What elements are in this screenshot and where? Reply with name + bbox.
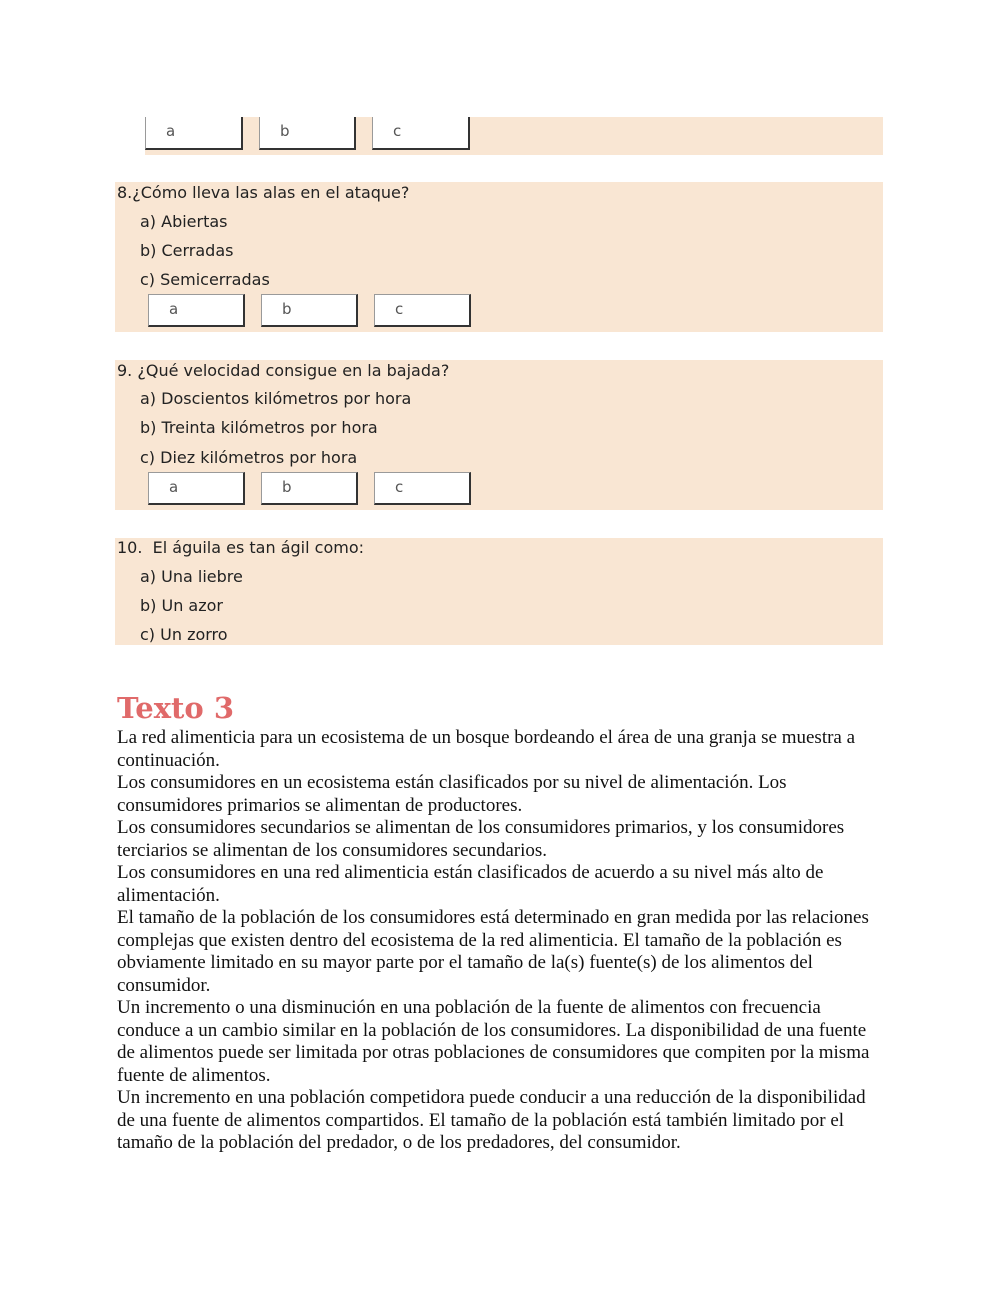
q8-option-a: a) Abiertas	[140, 212, 228, 231]
q8-answer-b[interactable]: b	[261, 294, 358, 327]
q9-answer-a[interactable]: a	[148, 472, 245, 505]
q7-answer-c[interactable]: c	[372, 117, 470, 150]
paragraph: Los consumidores en una red alimenticia están clasificados de acuerdo a su nivel más alto de alimentación.	[117, 862, 824, 906]
q8-option-c: c) Semicerradas	[140, 270, 270, 289]
q10-option-c: c) Un zorro	[140, 625, 228, 644]
q9-option-a: a) Doscientos kilómetros por hora	[140, 389, 412, 408]
question-9-text: 9. ¿Qué velocidad consigue en la bajada?	[117, 361, 450, 380]
question-7-panel	[145, 117, 883, 155]
q10-option-b: b) Un azor	[140, 596, 223, 615]
paragraph: El tamaño de la población de los consumidores está determinado en gran medida por las relaciones complejas que existen dentro del ecosistema de la red alimenticia. El tamaño de la población es obviamente limitado en su mayor parte por el tamaño de la(s) fuente(s) de los alimentos del consumidor.	[117, 907, 869, 996]
q7-answer-a[interactable]: a	[145, 117, 243, 150]
q7-answer-b[interactable]: b	[259, 117, 356, 150]
question-8-text: 8.¿Cómo lleva las alas en el ataque?	[117, 183, 410, 202]
q9-option-c: c) Diez kilómetros por hora	[140, 448, 358, 467]
q9-option-b: b) Treinta kilómetros por hora	[140, 418, 378, 437]
paragraph: Un incremento en una población competidora puede conducir a una reducción de la disponibilidad de una fuente de alimentos compartidos. El tamaño de la población está también limitado por el tamaño de la población del predador, o de los predadores, del consumidor.	[117, 1087, 866, 1153]
question-10-text: 10. El águila es tan ágil como:	[117, 538, 364, 557]
section-title: Texto 3	[117, 691, 235, 725]
q9-answer-c[interactable]: c	[374, 472, 471, 505]
q8-answer-c[interactable]: c	[374, 294, 471, 327]
paragraph: Un incremento o una disminución en una población de la fuente de alimentos con frecuencia conduce a un cambio similar en la población de los consumidores. La disponibilidad de una fuente de alimentos puede ser limitada por otras poblaciones de consumidores que compiten por la misma fuente de alimentos.	[117, 997, 870, 1086]
paragraph: La red alimenticia para un ecosistema de un bosque bordeando el área de una granja se muestra a continuación.	[117, 727, 856, 771]
q9-answer-b[interactable]: b	[261, 472, 358, 505]
q8-option-b: b) Cerradas	[140, 241, 234, 260]
paragraph: Los consumidores en un ecosistema están clasificados por su nivel de alimentación. Los consumidores primarios se alimentan de productores.	[117, 772, 787, 816]
paragraph: Los consumidores secundarios se alimentan de los consumidores primarios, y los consumidores terciarios se alimentan de los consumidores secundarios.	[117, 817, 845, 861]
body-text	[117, 727, 887, 1155]
q8-answer-a[interactable]: a	[148, 294, 245, 327]
q10-option-a: a) Una liebre	[140, 567, 243, 586]
